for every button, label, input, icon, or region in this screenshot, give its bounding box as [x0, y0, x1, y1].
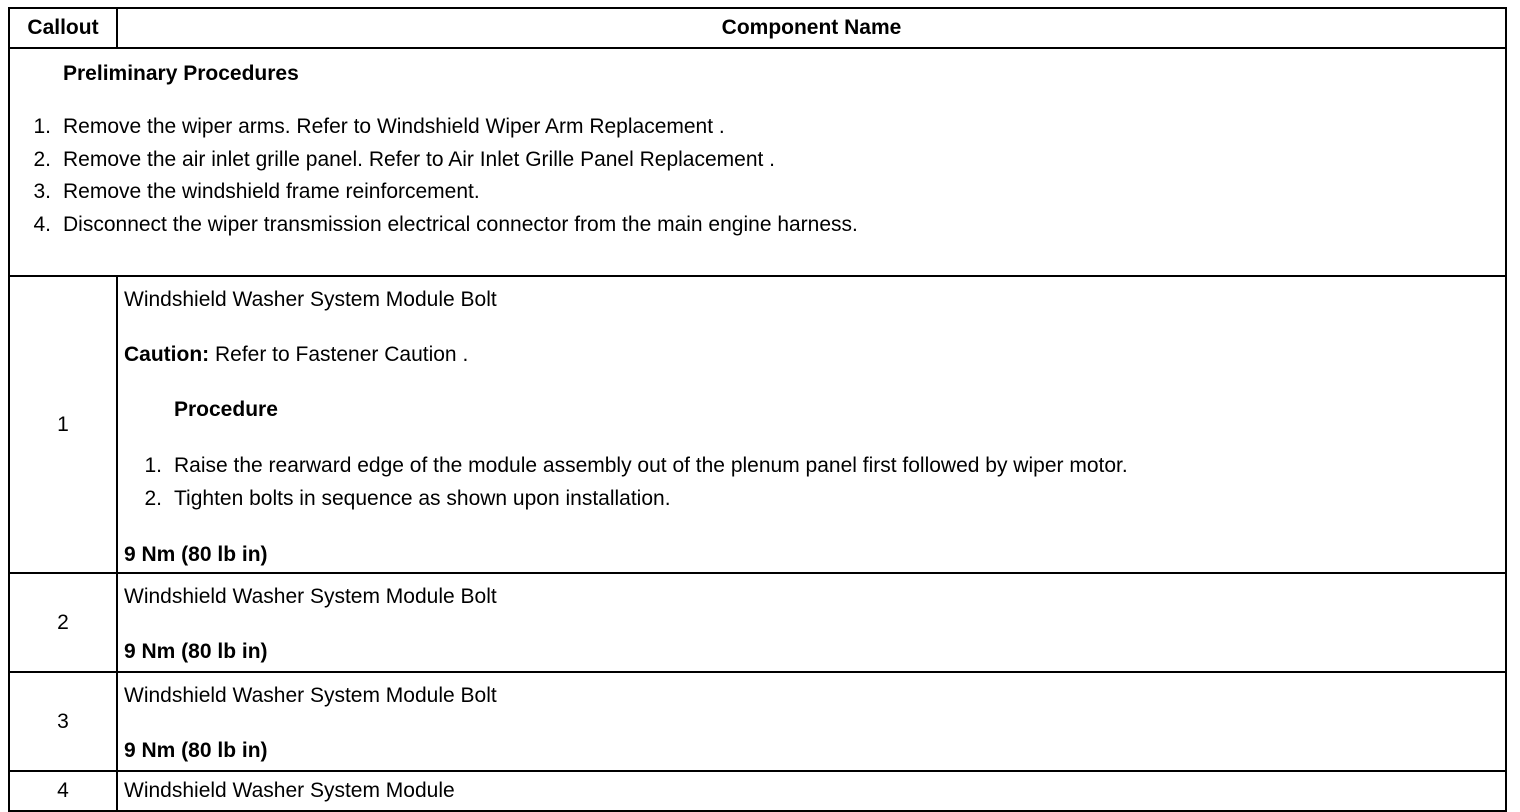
- procedure-steps: [124, 450, 1499, 515]
- callout-table: [8, 7, 1507, 812]
- preliminary-cell: [9, 48, 1506, 276]
- torque-spec: 9 Nm (80 lb in): [124, 739, 268, 762]
- table-row: [9, 276, 1506, 573]
- list-item: [10, 111, 1505, 144]
- list-item: [10, 176, 1505, 209]
- torque-spec: 9 Nm (80 lb in): [124, 543, 268, 566]
- component-cell: [117, 573, 1506, 672]
- table-header-row: [9, 8, 1506, 48]
- preliminary-steps: [10, 111, 1505, 241]
- step-number: 1.: [33, 115, 51, 138]
- component-cell: [117, 672, 1506, 771]
- step-number: 1.: [144, 454, 162, 477]
- caution-text: Refer to Fastener Caution .: [209, 343, 469, 366]
- list-item: [10, 144, 1505, 177]
- table-row: [9, 672, 1506, 771]
- list-item: [10, 209, 1505, 242]
- torque-spec: 9 Nm (80 lb in): [124, 640, 268, 663]
- preliminary-title: Preliminary Procedures: [63, 62, 299, 85]
- component-name: Windshield Washer System Module: [124, 779, 455, 802]
- step-number: 4.: [33, 212, 51, 236]
- list-item: [124, 483, 1499, 516]
- component-name: Windshield Washer System Module Bolt: [124, 585, 497, 608]
- preliminary-row: [9, 48, 1506, 276]
- step-text: Disconnect the wiper transmission electrical connector from the main engine harness.: [63, 212, 858, 236]
- component-cell: [117, 276, 1506, 573]
- table-row: [9, 573, 1506, 672]
- caution-note: [124, 340, 1499, 370]
- list-item: [124, 450, 1499, 483]
- callout-number: 2: [9, 573, 117, 672]
- component-name: Windshield Washer System Module Bolt: [124, 684, 497, 707]
- step-text: Remove the windshield frame reinforcement.: [63, 180, 480, 203]
- component-cell: [117, 771, 1506, 811]
- step-number: 2.: [33, 147, 51, 171]
- step-text: Remove the air inlet grille panel. Refer to Air Inlet Grille Panel Replacement .: [63, 147, 776, 171]
- header-callout: Callout: [9, 8, 117, 48]
- callout-number: 3: [9, 672, 117, 771]
- step-text: Tighten bolts in sequence as shown upon installation.: [174, 486, 671, 510]
- header-component-name: Component Name: [117, 8, 1506, 48]
- procedure-title: Procedure: [174, 398, 278, 421]
- step-text: Remove the wiper arms. Refer to Windshield Wiper Arm Replacement .: [63, 115, 725, 138]
- table-row: [9, 771, 1506, 811]
- step-number: 2.: [144, 486, 162, 510]
- caution-label: Caution:: [124, 343, 210, 366]
- callout-number: 1: [9, 276, 117, 573]
- step-number: 3.: [33, 180, 51, 203]
- step-text: Raise the rearward edge of the module assembly out of the plenum panel first followed by wiper motor.: [174, 454, 1128, 477]
- component-name: Windshield Washer System Module Bolt: [124, 288, 497, 311]
- callout-number: 4: [9, 771, 117, 811]
